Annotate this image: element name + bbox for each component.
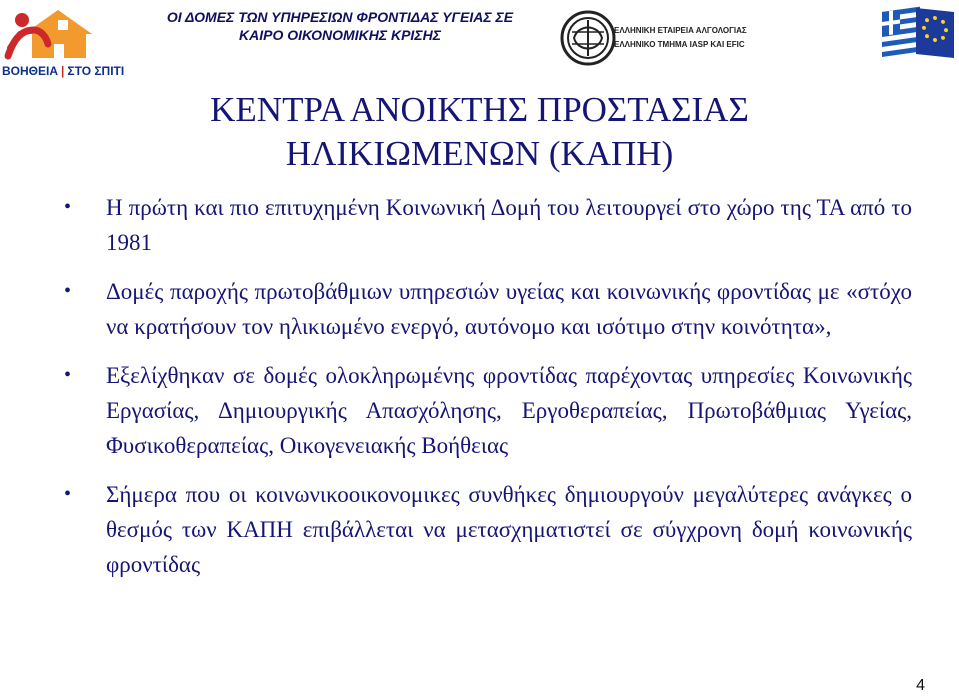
home-help-logo-icon <box>0 0 120 92</box>
bullet-list <box>64 190 912 596</box>
header-line-1: ΟΙ ΔΟΜΕΣ ΤΩΝ ΥΠΗΡΕΣΙΩΝ ΦΡΟΝΤΙΔΑΣ ΥΓΕΙΑΣ ΣΕ <box>166 9 514 25</box>
bullet-item-3: • Εξελίχθηκαν σε δομές ολοκληρωμένης φροντίδας παρέχοντας υπηρεσίες Κοινωνικής Εργασίας, Δημιουργικής Απασχόλησης, Εργοθεραπείας, Πρωτοβάθμιας Υγείας, Φυσικοθεραπείας, Οικογενειακής Βοήθειας <box>64 358 912 463</box>
home-help-logo-caption-1: ΒΟΗΘΕΙΑ <box>2 64 59 78</box>
eu-flag-icon <box>916 8 954 58</box>
algology-society-line-1: ΕΛΛΗΝΙΚΗ ΕΤΑΙΡΕΙΑ ΑΛΓΟΛΟΓΙΑΣ <box>614 26 747 35</box>
algology-society-logo-icon <box>560 6 620 70</box>
algology-society-text <box>614 24 747 52</box>
flags-icon <box>880 4 956 74</box>
slide-title-line-1: ΚΕΝΤΡΑ ΑΝΟΙΚΤΗΣ ΠΡΟΣΤΑΣΙΑΣ <box>210 90 749 129</box>
bullet-item-2: • Δομές παροχής πρωτοβάθμιων υπηρεσιών υγείας και κοινωνικής φροντίδας με «στόχο να κρατήσουν τον ηλικιωμένο ενεργό, αυτόνομο και ισότιμο στην κοινότητα», <box>64 274 912 344</box>
greek-flag-icon <box>882 7 920 58</box>
home-help-logo <box>0 0 120 92</box>
logo-separator: | <box>61 64 65 78</box>
slide-title-line-2: ΗΛΙΚΙΩΜΕΝΩΝ (ΚΑΠΗ) <box>285 134 674 173</box>
home-help-logo-caption-2: ΣΤΟ ΣΠΙΤΙ <box>67 64 125 78</box>
bullet-item-4: • Σήμερα που οι κοινωνικοοικονομικες συνθήκες δημιουργούν μεγαλύτερες ανάγκες ο θεσμός των ΚΑΠΗ επιβάλλεται να μετασχηματιστεί σε σύγχρονη δομή κοινωνικής φροντίδας <box>64 477 912 582</box>
greece-eu-flags <box>880 4 956 74</box>
header-text <box>150 8 530 44</box>
algology-society-line-2: ΕΛΛΗΝΙΚΟ ΤΜΗΜΑ IASP ΚΑΙ EFIC <box>614 40 745 49</box>
slide-title <box>0 88 959 176</box>
home-help-logo-caption <box>2 64 124 78</box>
page-number: 4 <box>916 677 925 694</box>
bullet-item-1: • Η πρώτη και πιο επιτυχημένη Κοινωνική Δομή του λειτουργεί στο χώρο της ΤΑ από το 1981 <box>64 190 912 260</box>
header-line-2: ΚΑΙΡΟ ΟΙΚΟΝΟΜΙΚΗΣ ΚΡΙΣΗΣ <box>239 27 441 43</box>
